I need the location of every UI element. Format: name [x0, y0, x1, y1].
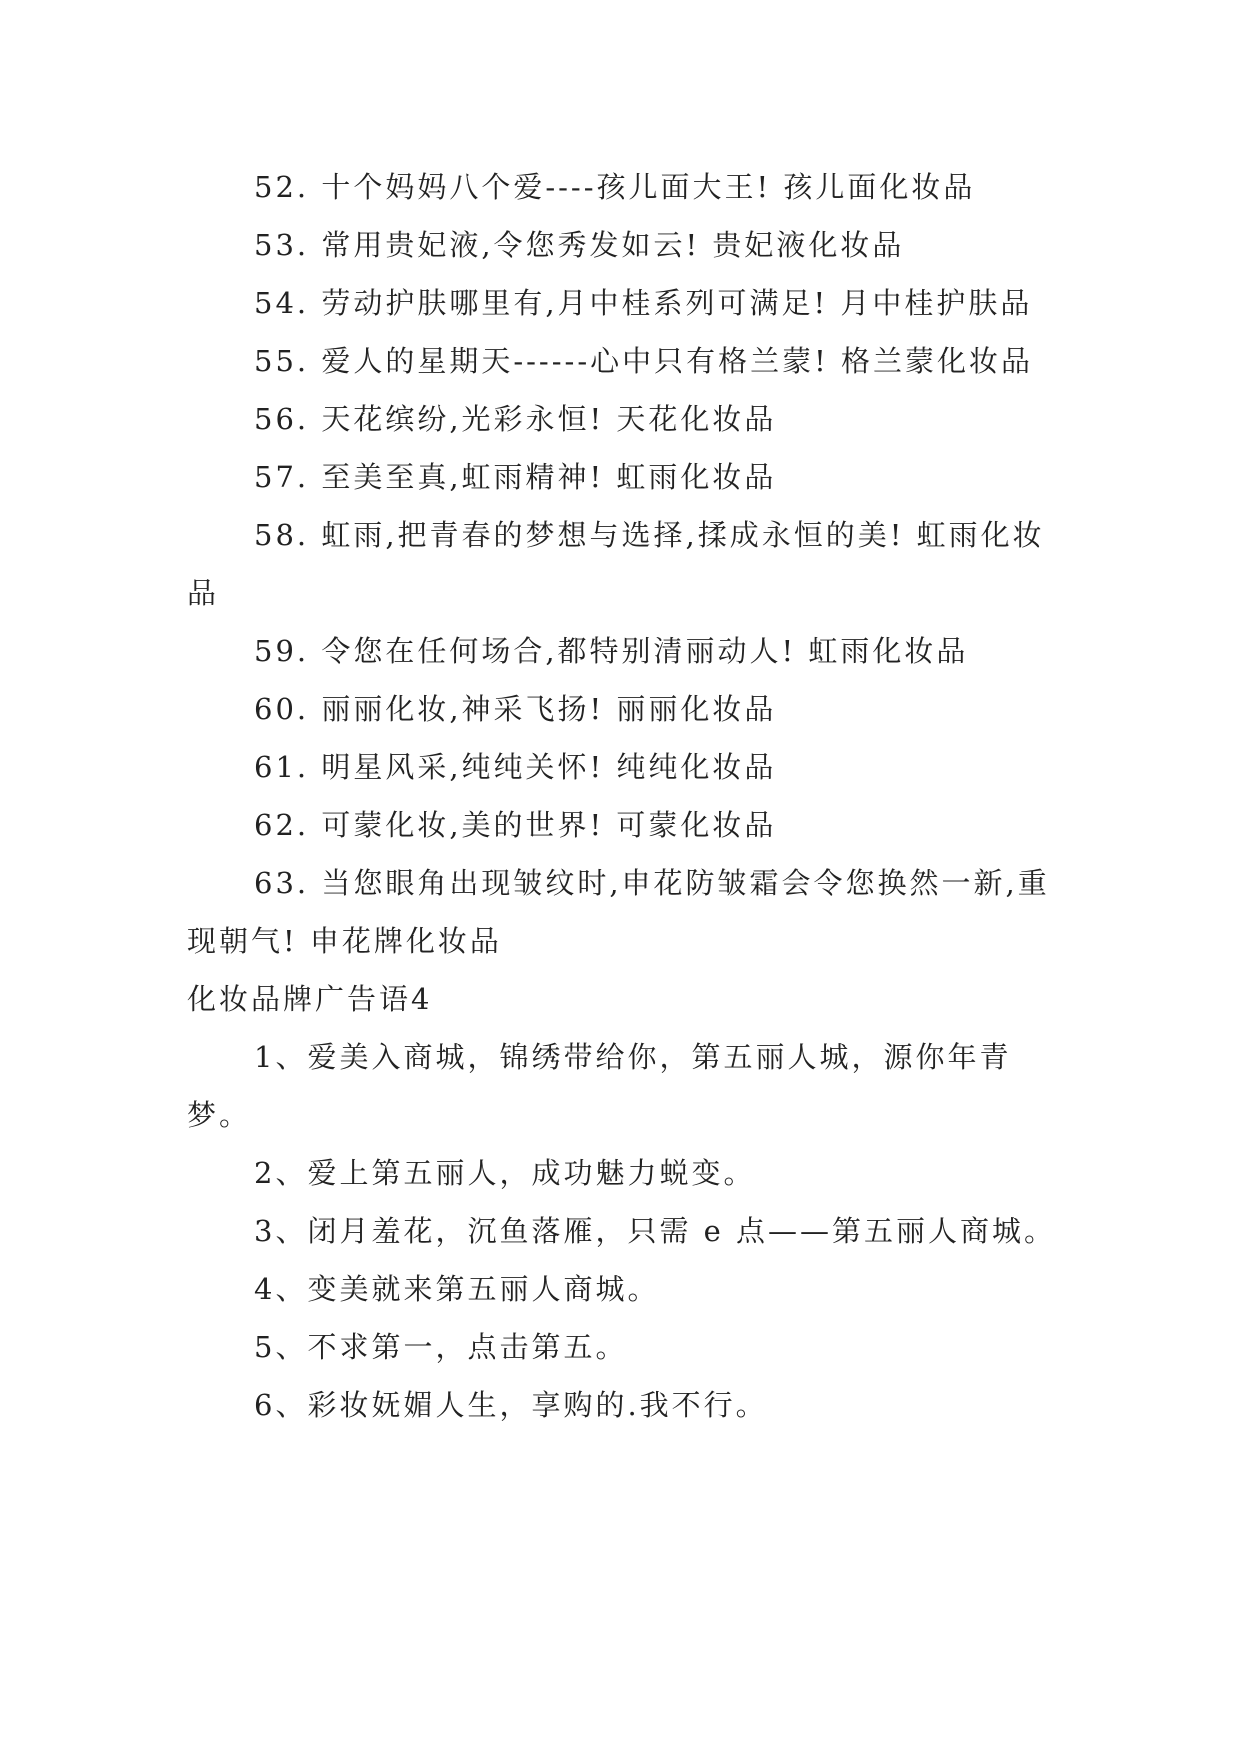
list-item: 4、变美就来第五丽人商城。 [254, 1272, 660, 1306]
list-item: 55. 爱人的星期天------心中只有格兰蒙! 格兰蒙化妆品 [254, 344, 1034, 378]
list-item: 6、彩妆妩媚人生，享购的.我不行。 [254, 1388, 768, 1422]
list-item: 59. 令您在任何场合,都特别清丽动人! 虹雨化妆品 [254, 634, 969, 668]
list-item: 2、爱上第五丽人，成功魅力蜕变。 [254, 1156, 756, 1190]
list-item: 5、不求第一，点击第五。 [254, 1330, 628, 1364]
list-item: 56. 天花缤纷,光彩永恒! 天花化妆品 [254, 402, 777, 436]
list-item: 3、闭月羞花，沉鱼落雁，只需 e 点——第五丽人商城。 [254, 1214, 1057, 1248]
list-item: 57. 至美至真,虹雨精神! 虹雨化妆品 [254, 460, 777, 494]
document-body [187, 158, 1057, 1434]
section-heading: 化妆品牌广告语4 [187, 982, 433, 1016]
list-item: 58. 虹雨,把青春的梦想与选择,揉成永恒的美! 虹雨化妆品 [187, 518, 1045, 610]
list-item: 61. 明星风采,纯纯关怀! 纯纯化妆品 [254, 750, 777, 784]
list-item: 52. 十个妈妈八个爱----孩儿面大王! 孩儿面化妆品 [254, 170, 976, 204]
list-item: 53. 常用贵妃液,令您秀发如云! 贵妃液化妆品 [254, 228, 905, 262]
list-item: 62. 可蒙化妆,美的世界! 可蒙化妆品 [254, 808, 777, 842]
list-item: 1、爱美入商城，锦绣带给你，第五丽人城，源你年青梦。 [187, 1040, 1012, 1132]
list-item: 54. 劳动护肤哪里有,月中桂系列可满足! 月中桂护肤品 [254, 286, 1033, 320]
list-item: 63. 当您眼角出现皱纹时,申花防皱霜会令您换然一新,重现朝气! 申花牌化妆品 [187, 866, 1050, 958]
list-item: 60. 丽丽化妆,神采飞扬! 丽丽化妆品 [254, 692, 777, 726]
